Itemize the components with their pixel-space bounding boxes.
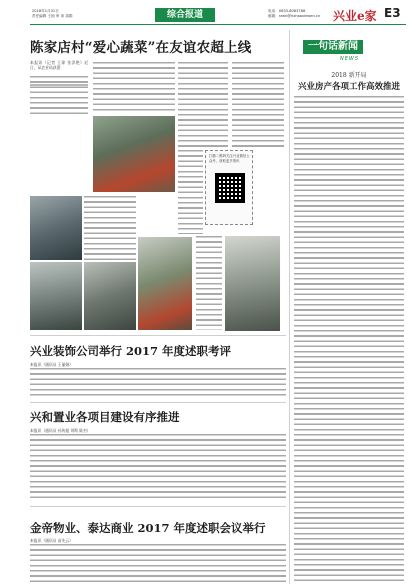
sidebar-body bbox=[294, 96, 404, 584]
article1-byline: 本报讯（记者 王琼 张淳艳）近日，从农业局获悉 bbox=[30, 60, 88, 70]
article1-body-col4 bbox=[232, 62, 284, 148]
article2-body bbox=[30, 368, 286, 396]
article3-headline: 兴和置业各项目建设有序推进 bbox=[30, 410, 180, 424]
qr-code-box bbox=[205, 150, 253, 225]
article1-body-col2 bbox=[93, 62, 175, 114]
article4-headline: 金帝物业、泰达商业 2017 年度述职会议举行 bbox=[30, 521, 266, 535]
article2-byline: 本报讯（通讯员 王丽娟） bbox=[30, 362, 73, 367]
article1-photo-group bbox=[84, 262, 136, 330]
article1-photo-greenhouse bbox=[93, 116, 175, 192]
sidebar-title: 一句话新闻 bbox=[303, 40, 363, 54]
article4-body bbox=[30, 544, 286, 584]
article3-byline: 本报讯（通讯员 孙传超 刘鸣 陈杰） bbox=[30, 428, 91, 433]
article1-body-col6 bbox=[84, 196, 136, 260]
article1-photo-market bbox=[225, 236, 280, 331]
article1-body-col1 bbox=[30, 76, 88, 114]
article1-headline: 陈家店村“爱心蔬菜”在友谊农超上线 bbox=[30, 40, 252, 56]
sidebar-headline: 兴业房产各项工作高效推进 bbox=[297, 82, 400, 92]
qr-code-caption: 扫描二维码关注兴业微信公众号，获取更多资讯 bbox=[209, 154, 250, 163]
article3-body bbox=[30, 434, 286, 500]
header-rule bbox=[30, 24, 406, 25]
sidebar-kicker: 2018 新开局 bbox=[331, 72, 367, 79]
sidebar-subtitle: NEWS bbox=[340, 56, 360, 62]
article2-headline: 兴业装饰公司举行 2017 年度述职考评 bbox=[30, 344, 232, 358]
divider-1 bbox=[30, 335, 286, 336]
article1-photo-villagers bbox=[30, 196, 82, 260]
qr-code-image bbox=[215, 173, 245, 203]
article1-body-col7 bbox=[196, 236, 222, 330]
section-label: 综合报道 bbox=[155, 8, 215, 22]
divider-2 bbox=[30, 402, 286, 403]
page-code: E3 bbox=[384, 6, 401, 20]
article1-body-col3 bbox=[178, 62, 228, 148]
article1-photo-vegetables bbox=[138, 237, 192, 330]
header-editor: 责任编辑 王琼 审 读 周娟 bbox=[32, 14, 73, 18]
divider-3 bbox=[30, 506, 286, 507]
header-email: 邮箱：rzwn@rizhaoxinwen.cn bbox=[268, 14, 321, 18]
sidebar-divider bbox=[289, 30, 290, 584]
article4-byline: 本报讯（通讯员 苗先云） bbox=[30, 538, 73, 543]
header-phone: 电话：0633-8083788 bbox=[268, 9, 306, 13]
header-date: 2018年1月31日 bbox=[32, 9, 59, 13]
article1-photo-farmer bbox=[30, 262, 82, 330]
brand-logo: 兴业e家 bbox=[333, 9, 377, 23]
article1-body-col5 bbox=[178, 150, 203, 234]
